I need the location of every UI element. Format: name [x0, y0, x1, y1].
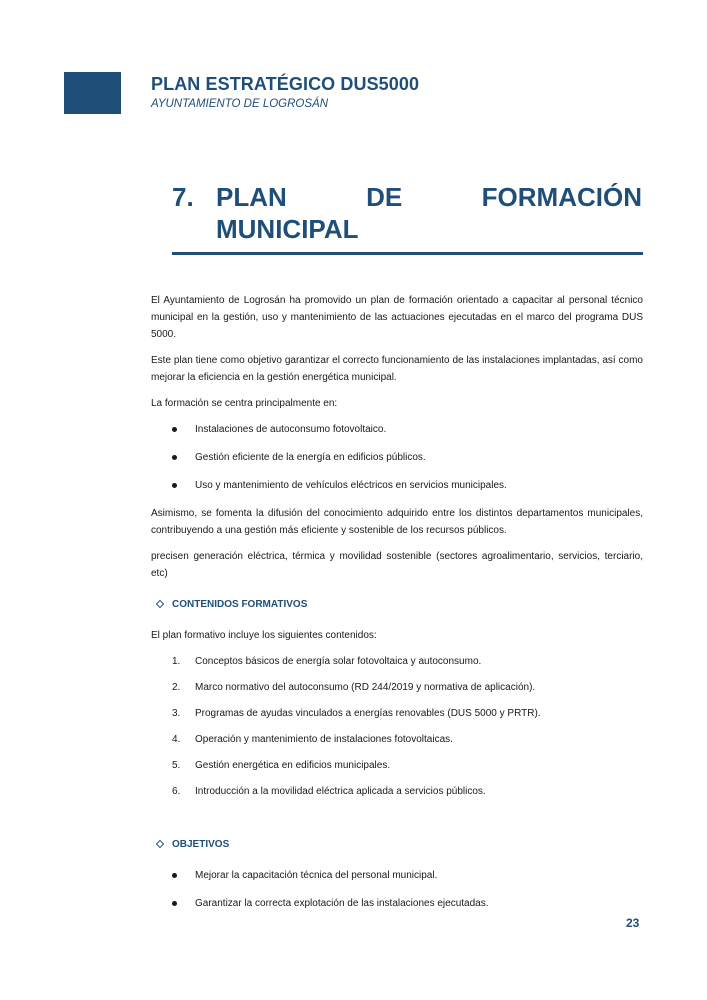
list-item	[151, 477, 643, 494]
list-item-text: Garantizar la correcta explotación de las instalaciones ejecutadas.	[195, 898, 489, 909]
chapter-underline	[172, 252, 643, 255]
chapter-number: 7.	[172, 182, 194, 212]
list-item	[151, 679, 643, 696]
bullet-icon	[172, 901, 177, 906]
bullet-icon	[172, 427, 177, 432]
list-item-text: Operación y mantenimiento de instalaciones fotovoltaicas.	[195, 734, 453, 745]
bullet-icon	[172, 455, 177, 460]
chapter-word: PLAN	[216, 182, 287, 212]
section-heading-contents	[151, 596, 643, 613]
list-item-text: Gestión eficiente de la energía en edificios públicos.	[195, 452, 426, 463]
list-item	[151, 705, 643, 722]
list-item-text: Programas de ayudas vinculados a energías renovables (DUS 5000 y PRTR).	[195, 708, 541, 719]
bullet-icon	[172, 873, 177, 878]
list-item-number: 6.	[172, 786, 181, 797]
document-subtitle: AYUNTAMIENTO DE LOGROSÁN	[151, 98, 328, 110]
list-item-text: Marco normativo del autoconsumo (RD 244/2019 y normativa de aplicación).	[195, 682, 536, 693]
list-item	[151, 895, 643, 912]
list-item-text: Uso y mantenimiento de vehículos eléctricos en servicios municipales.	[195, 480, 507, 491]
list-item	[151, 731, 643, 748]
list-item	[151, 449, 643, 466]
document-title: PLAN ESTRATÉGICO DUS5000	[151, 74, 420, 94]
chapter-word: DE	[366, 182, 403, 212]
list-item-text: Introducción a la movilidad eléctrica aplicada a servicios públicos.	[195, 786, 486, 797]
list-item-number: 3.	[172, 708, 181, 719]
list-item-text: Gestión energética en edificios municipales.	[195, 760, 391, 771]
list-item	[151, 421, 643, 438]
list-item	[151, 653, 643, 670]
paragraph: precisen generación eléctrica, térmica y movilidad sostenible (sectores agroalimentario, servicios, terciario, etc)	[151, 551, 643, 579]
list-item-text: Conceptos básicos de energía solar fotovoltaica y autoconsumo.	[195, 656, 482, 667]
list-item	[151, 783, 643, 800]
list-item-text: Mejorar la capacitación técnica del personal municipal.	[195, 870, 438, 881]
paragraph: El Ayuntamiento de Logrosán ha promovido un plan de formación orientado a capacitar al personal técnico municipal en la gestión, uso y mantenimiento de las actuaciones ejecutadas en el marco del programa DUS 5000.	[151, 295, 643, 340]
diamond-bullet-icon	[156, 600, 164, 608]
focus-bullet-list	[151, 421, 643, 494]
paragraph: El plan formativo incluye los siguientes contenidos:	[151, 630, 377, 641]
paragraph: La formación se centra principalmente en:	[151, 398, 338, 409]
bullet-icon	[172, 483, 177, 488]
section-heading-text: CONTENIDOS FORMATIVOS	[172, 599, 308, 610]
list-item-text: Instalaciones de autoconsumo fotovoltaico.	[195, 424, 387, 435]
list-item	[151, 757, 643, 774]
contents-numbered-list	[151, 653, 643, 800]
paragraph: Este plan tiene como objetivo garantizar el correcto funcionamiento de las instalaciones implantadas, así como mejorar la eficiencia en la gestión energética municipal.	[151, 355, 643, 383]
list-item-number: 4.	[172, 734, 181, 745]
paragraph: Asimismo, se fomenta la difusión del conocimiento adquirido entre los distintos departamentos municipales, contribuyendo a una gestión más eficiente y sostenible de los recursos públicos.	[151, 508, 643, 536]
body-content	[151, 292, 643, 923]
header-color-block	[64, 72, 121, 114]
chapter-word: FORMACIÓN	[481, 182, 642, 212]
list-item-number: 5.	[172, 760, 181, 771]
list-item-number: 1.	[172, 656, 181, 667]
section-heading-text: OBJETIVOS	[172, 839, 230, 850]
list-item-number: 2.	[172, 682, 181, 693]
list-item	[151, 867, 643, 884]
chapter-title-line-2: MUNICIPAL	[216, 214, 359, 244]
page-number: 23	[626, 916, 640, 930]
section-heading-objectives	[151, 836, 643, 853]
chapter-title-line-1	[216, 181, 642, 213]
diamond-bullet-icon	[156, 840, 164, 848]
objectives-bullet-list	[151, 867, 643, 912]
